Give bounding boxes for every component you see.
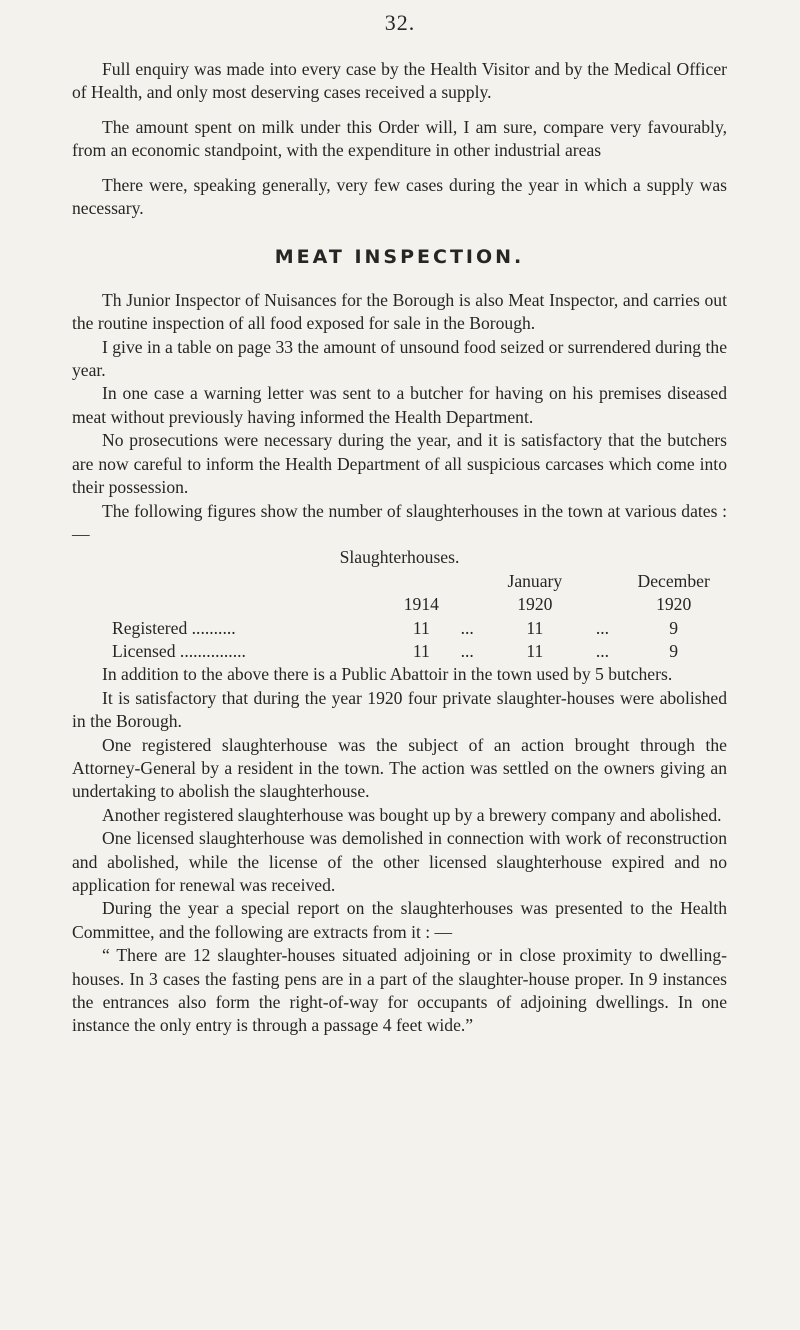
dot-separator: ... bbox=[595, 640, 610, 661]
header-cell: 1914 bbox=[403, 594, 439, 615]
header-cell: 1920 bbox=[656, 594, 692, 615]
dot-separator: ... bbox=[595, 617, 610, 638]
header-cell bbox=[112, 593, 393, 616]
cell-jan-1920: 11 bbox=[526, 617, 544, 638]
row-label: Registered .......... bbox=[112, 617, 236, 638]
paragraph: Full enquiry was made into every case by the Health Visitor and by the Medical Officer of Health, and only most deserving cases received a supply. bbox=[72, 59, 727, 103]
paragraph: The following figures show the number of slaughterhouses in the town at various dates : — bbox=[72, 500, 727, 544]
table-header-row bbox=[112, 570, 727, 593]
paragraph: Another registered slaughterhouse was bought up by a brewery company and abolished. bbox=[102, 804, 722, 825]
dot-leader: .......... bbox=[187, 617, 236, 638]
quoted-extract: “ There are 12 slaughter-houses situated adjoining or in close proximity to dwelling-houses. In 3 cases the fasting pens are in a part of the slaughter-house proper. In 9 instances the entrances also form the right-of-way for occupants of adjoining dwellings. In one instance the only entry is through a passage 4 feet wide.” bbox=[72, 945, 727, 1036]
header-cell: 1920 bbox=[517, 594, 553, 615]
cell-jan-1920: 11 bbox=[526, 640, 544, 661]
table-row bbox=[112, 640, 727, 663]
header-cell bbox=[112, 570, 393, 593]
table-title: Slaughterhouses. bbox=[339, 547, 460, 568]
paragraph: I give in a table on page 33 the amount of unsound food seized or surrendered during the year. bbox=[72, 336, 727, 381]
paragraph: In one case a warning letter was sent to a butcher for having on his premises diseased meat without previously having informed the Health Department. bbox=[72, 383, 727, 427]
paragraph: The amount spent on milk under this Order will, I am sure, compare very favourably, from an economic standpoint, with the expenditure in other industrial areas bbox=[72, 116, 727, 161]
header-cell: December bbox=[637, 570, 710, 591]
header-cell: January bbox=[507, 570, 563, 591]
table-header-row bbox=[112, 593, 727, 616]
paragraph: One registered slaughterhouse was the subject of an action brought through the Attorney-General by a resident in the town. The action was settled on the owners giving an undertaking to abolish the slaughterhouse. bbox=[72, 734, 727, 802]
cell-1914: 11 bbox=[412, 617, 430, 638]
dot-separator: ... bbox=[460, 640, 474, 661]
dot-leader: ............... bbox=[175, 640, 246, 661]
paragraph: No prosecutions were necessary during the year, and it is satisfactory that the butchers are now careful to inform the Health Department of all suspicious carcases which come into their possession. bbox=[72, 430, 727, 498]
paragraph: There were, speaking generally, very few cases during the year in which a supply was necessary. bbox=[72, 174, 727, 219]
section-heading: MEAT INSPECTION. bbox=[274, 246, 525, 269]
slaughterhouse-table bbox=[112, 570, 727, 664]
paragraph: During the year a special report on the slaughterhouses was presented to the Health Committee, and the following are extracts from it : — bbox=[72, 898, 727, 942]
cell-1914: 11 bbox=[412, 640, 430, 661]
paragraph: One licensed slaughterhouse was demolished in connection with work of reconstruction and abolished, while the license of the other licensed slaughterhouse expired and no application for renewal was received. bbox=[72, 828, 727, 895]
page-body bbox=[72, 58, 727, 1038]
page-number: 32. bbox=[384, 10, 416, 35]
cell-dec-1920: 9 bbox=[669, 640, 679, 661]
table-row bbox=[112, 617, 727, 640]
paragraph: In addition to the above there is a Public Abattoir in the town used by 5 butchers. bbox=[102, 664, 673, 685]
dot-separator: ... bbox=[460, 617, 474, 638]
row-label: Licensed ............... bbox=[112, 640, 246, 661]
paragraph: It is satisfactory that during the year 1920 four private slaughter-houses were abolished in the Borough. bbox=[72, 687, 727, 732]
header-cell bbox=[393, 570, 449, 593]
paragraph: Th Junior Inspector of Nuisances for the Borough is also Meat Inspector, and carries out the routine inspection of all food exposed for sale in the Borough. bbox=[72, 289, 727, 334]
cell-dec-1920: 9 bbox=[669, 617, 679, 638]
